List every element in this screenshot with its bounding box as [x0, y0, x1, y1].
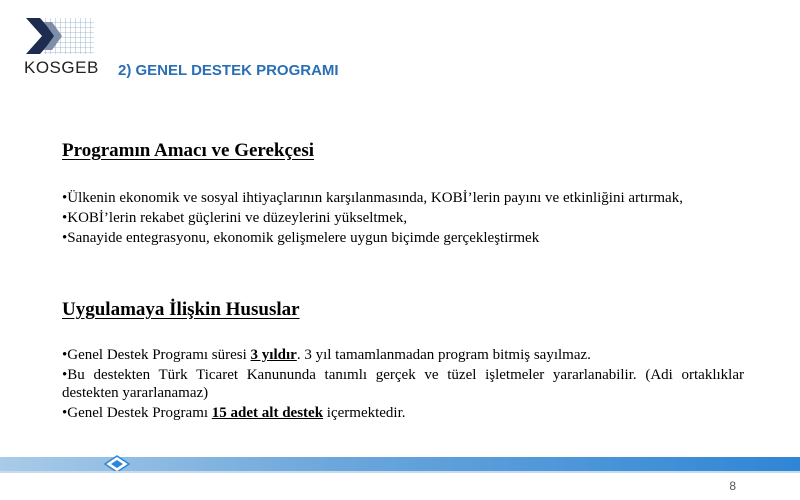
- bullet-text: •Genel Destek Programı: [62, 405, 212, 421]
- slide-title: 2) GENEL DESTEK PROGRAMI: [118, 62, 339, 79]
- bullet-text: içermektedir.: [323, 405, 406, 421]
- footer-line: [0, 471, 800, 473]
- logo-text: KOSGEB: [24, 58, 99, 77]
- bullet-list-amac: [62, 189, 744, 247]
- bullet-text: . 3 yıl tamamlanmadan program bitmiş sayılmaz.: [296, 347, 591, 363]
- list-item: [62, 346, 744, 364]
- bullet-text: •Genel Destek Programı süresi: [62, 347, 251, 363]
- section-heading-hususlar: Uygulamaya İlişkin Hususlar: [62, 299, 300, 320]
- page-number: 8: [729, 479, 736, 493]
- kosgeb-logo-mark: [26, 18, 96, 56]
- list-item: [62, 404, 744, 422]
- bullet-list-hususlar: [62, 346, 744, 422]
- section-amac: [62, 140, 744, 162]
- list-item: •Sanayide entegrasyonu, ekonomik gelişmelere uygun biçimde gerçekleştirmek: [62, 230, 540, 246]
- section-heading-amac: Programın Amacı ve Gerekçesi: [62, 140, 315, 161]
- section-hususlar: [62, 299, 744, 321]
- list-item: •Ülkenin ekonomik ve sosyal ihtiyaçlarının karşılanmasında, KOBİ’lerin payını ve etkinliğini artırmak,: [62, 190, 683, 206]
- list-item: •KOBİ’lerin rekabet güçlerini ve düzeylerini yükseltmek,: [62, 210, 408, 226]
- emphasis-sub-support-count: 15 adet alt destek: [211, 405, 324, 421]
- kosgeb-logo: [20, 18, 100, 82]
- emphasis-duration: 3 yıldır: [250, 347, 297, 363]
- list-item: •Bu destekten Türk Ticaret Kanununda tanımlı gerçek ve tüzel işletmeler yararlanabilir. (Adi ortaklıklar destekten yararlanamaz): [62, 367, 744, 401]
